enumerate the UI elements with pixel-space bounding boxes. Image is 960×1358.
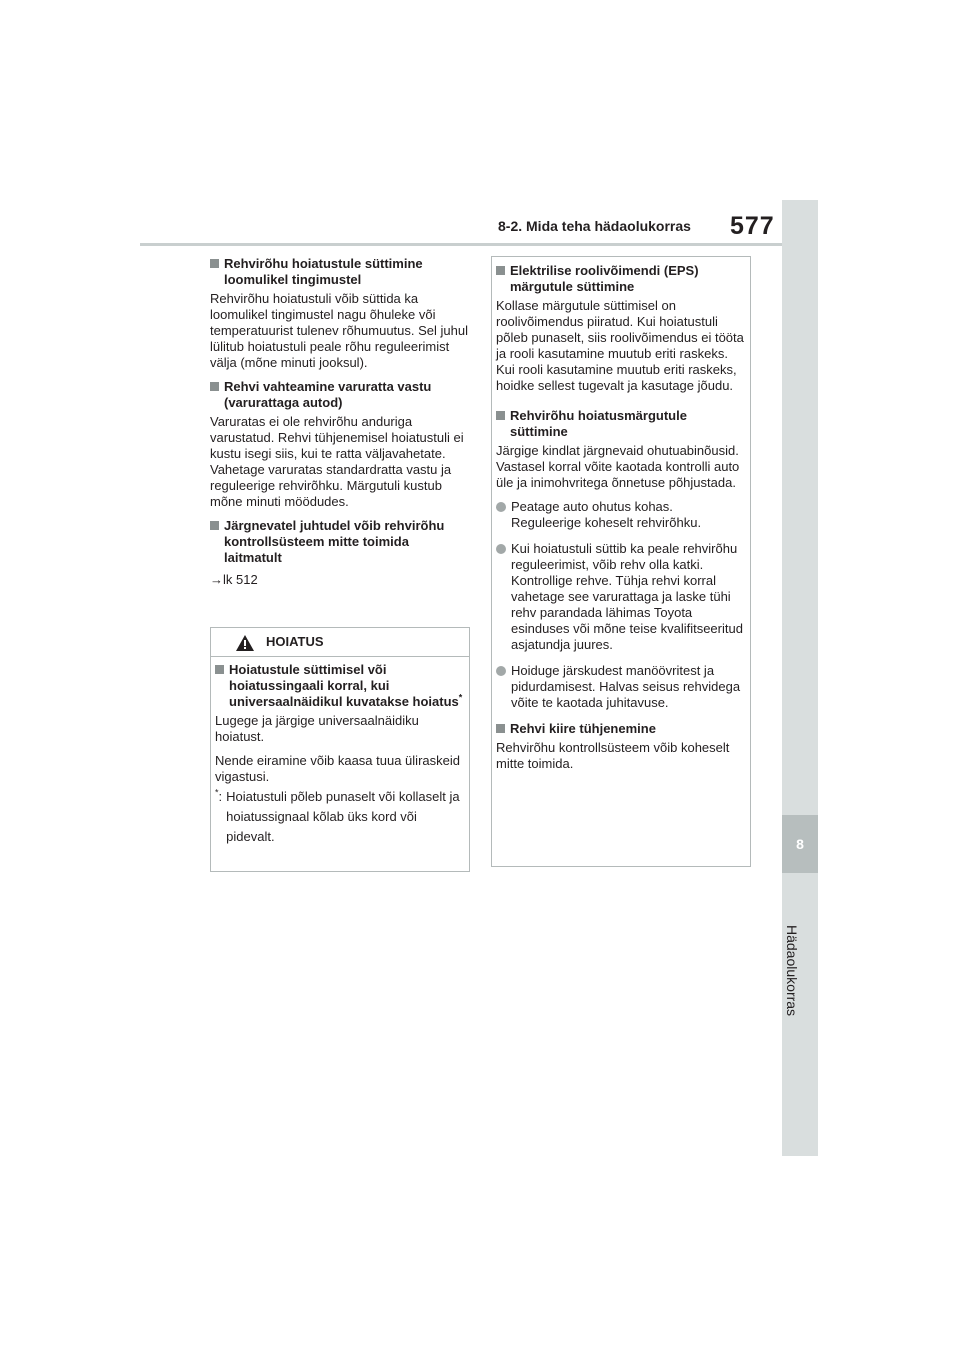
- page-reference: [210, 572, 468, 588]
- paragraph: Nende eiramine võib kaasa tuua üliraskeid vigastusi.: [215, 753, 460, 784]
- warning-header: [211, 628, 469, 657]
- square-bullet-icon: [496, 266, 505, 275]
- section-heading: Elektrilise roolivõimendi (EPS) märgutule süttimine: [496, 263, 746, 295]
- square-bullet-icon: [496, 411, 505, 420]
- paragraph: Rehvirõhu kontrollsüsteem võib koheselt mitte toimida.: [496, 740, 730, 771]
- paragraph: Järgige kindlat järgnevaid ohutuabinõusid. Vastasel korral võite kaotada kontrolli auto üle ja inimohvritega õnnetuse põhjustada.: [496, 443, 740, 490]
- chapter-number: 8: [782, 815, 818, 873]
- info-box: [491, 256, 751, 867]
- paragraph: Lugege ja järgige universaalnäidiku hoiatust.: [215, 713, 419, 744]
- warning-label: HOIATUS: [266, 634, 324, 649]
- left-column: [210, 256, 468, 596]
- round-bullet-icon: [496, 666, 506, 676]
- warning-triangle-icon: [235, 634, 255, 652]
- round-bullet-icon: [496, 544, 506, 554]
- section-title: 8-2. Mida teha hädaolukorras: [498, 218, 691, 234]
- footnote-text: Hoiatustuli põleb punaselt või kollaselt ja hoiatussignaal kõlab üks kord või pidevalt.: [226, 789, 460, 844]
- warning-content: [215, 662, 465, 847]
- warning-box: [210, 627, 470, 872]
- info-content: [496, 263, 746, 780]
- section-heading: Rehvirõhu hoiatusmärgutule süttimine: [496, 408, 746, 440]
- warning-heading: Hoiatustule süttimisel või hoiatussingaali korral, kui universaalnäidikul kuvatakse hoiatus*: [215, 662, 465, 710]
- section-heading: Rehvirõhu hoiatustule süttimine loomulikel tingimustel: [210, 256, 468, 288]
- header-divider: [140, 243, 782, 246]
- square-bullet-icon: [496, 724, 505, 733]
- arrow-right-icon: →: [210, 572, 223, 587]
- footnote: *: Hoiatustuli põleb punaselt või kollaselt ja hoiatussignaal kõlab üks kord või pidevalt.: [215, 787, 465, 847]
- list-item: Hoiduge järskudest manöövritest ja pidurdamisest. Halvas seisus rehvidega võite te kaotada juhitavuse.: [496, 663, 746, 711]
- square-bullet-icon: [210, 521, 219, 530]
- paragraph: Rehvirõhu hoiatustuli võib süttida ka loomulikel tingimustel nagu õhuleke või temperatuurist tulenev rõhumuutus. Sel juhul lülitub hoiatustuli peale rõhu reguleerimist välja (mõne minuti jooksul).: [210, 291, 468, 370]
- square-bullet-icon: [215, 665, 224, 674]
- list-item: Peatage auto ohutus kohas. Reguleerige koheselt rehvirõhku.: [496, 499, 746, 531]
- footnote-marker: *: [458, 692, 463, 703]
- section-heading: Rehvi kiire tühjenemine: [496, 721, 746, 737]
- square-bullet-icon: [210, 382, 219, 391]
- page-number: 577: [730, 212, 775, 240]
- list-item: Kui hoiatustuli süttib ka peale rehvirõhu reguleerimist, võib rehv olla katki. Kontrollige rehve. Tühja rehvi korral vahetage see varurattaga ja laske tühi rehv parandada lähimas Toyota esinduses või mõne teise kvalifitseeritud asjatundja juures.: [496, 541, 746, 653]
- paragraph: Varuratas ei ole rehvirõhu anduriga varustatud. Rehvi tühjenemisel hoiatustuli ei kustu isegi siis, kui te ratta väljavahetate. Vahetage varuratas standardratta vastu ja reguleerige rehvirõhku. Märgutuli kustub mõne minuti möödudes.: [210, 414, 464, 509]
- chapter-label: Hädaolukorras: [784, 925, 800, 1017]
- round-bullet-icon: [496, 502, 506, 512]
- page-reference-link[interactable]: lk 512: [223, 572, 258, 587]
- paragraph: Kollase märgutule süttimisel on roolivõimendus piiratud. Kui hoiatustuli põleb punaselt, siis roolivõimendus ei tööta ja rooli kasutamine muutub eriti raskeks. Kui rooli kasutamine muutub eriti raskeks, hoidke sellest tugevalt ja kasutage jõudu.: [496, 298, 744, 393]
- section-heading: Järgnevatel juhtudel võib rehvirõhu kontrollsüsteem mitte toimida laitmatult: [210, 518, 468, 566]
- square-bullet-icon: [210, 259, 219, 268]
- section-heading: Rehvi vahteamine varuratta vastu (varurattaga autod): [210, 379, 468, 411]
